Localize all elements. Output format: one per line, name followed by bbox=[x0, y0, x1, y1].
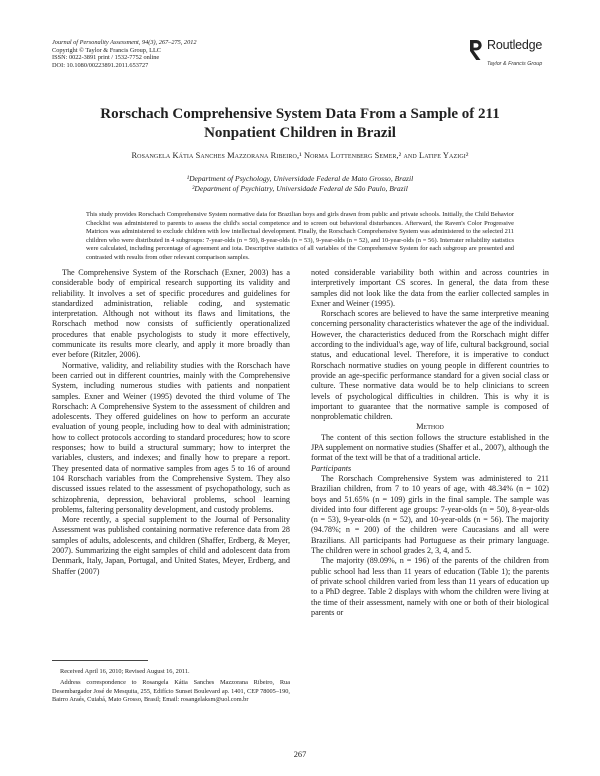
affiliation-2: ²Department of Psychiatry, Universidade Federal de São Paulo, Brazil bbox=[192, 184, 408, 193]
body-paragraph: More recently, a special supplement to the Journal of Personality Assessment was published containing normative reference data from 28 samples of adults, adolescents, and children (Shaffer, Erdberg, & Meyer, 2007). Summarizing the eight samples of child and adolescent data from Denmark, Italy, Japan, Portugal, and United States, Meyer, Erdberg, and Shaffer (2007) bbox=[52, 515, 290, 576]
body-paragraph: Normative, validity, and reliability studies with the Rorschach have been carried out in different countries, mainly with the Comprehensive System, including numerous studies with patients and nonpatient samples. Exner and Weiner (1995) devoted the third volume of The Rorschach: A Comprehensive System to the assessment of children and adolescents. They offered guidelines on how to perform an accurate evaluation of young people, including how to deal with administration; how to collect protocols according to standard procedures; how to score responses; how to build a structural summary; how to interpret the variables, clusters, and indexes; and finally how to prepare a report. They presented data of normative samples from ages 5 to 16 of around 104 Rorschach variables from the Comprehensive System. They also discussed issues related to the assessment of psychopathology, such as schizophrenia, depression, behavioral problems, school learning problems, faltering personality development, and custody problems. bbox=[52, 360, 290, 514]
routledge-r-icon bbox=[468, 38, 484, 62]
affiliations bbox=[60, 174, 540, 194]
affiliation-1: ¹Department of Psychology, Universidade Federal de Mato Grosso, Brazil bbox=[186, 174, 414, 183]
footnote-divider bbox=[52, 660, 148, 661]
journal-citation: Journal of Personality Assessment, 94(3), 267–275, 2012 bbox=[52, 39, 197, 46]
footnote bbox=[52, 668, 290, 707]
correspondence-address: Address correspondence to Rosangela Kátia Sanches Mazzorana Ribeiro, Rua Desembargador José de Mesquita, 255, Edifício Sunset Boulevard ap. 1401, CEP 78005–190, Bairro Araés, Cuiabá, Mato Grosso, Brasil; Email: rosangelaksm@uol.com.br bbox=[52, 679, 290, 703]
author-list: Rosangela Kátia Sanches Mazzorana Ribeiro,¹ Norma Lottenberg Semer,² and Latife Yazigi² bbox=[131, 151, 469, 160]
body-paragraph: The majority (89.09%, n = 196) of the parents of the children from public school had less than 11 years of education (Table 1); the parents of private school children varied from less than 11 years of education up to a PhD degree. Table 2 displays with whom the children were living at the time of their assessment, namely with one or both of their biological parents or bbox=[311, 556, 549, 617]
body-paragraph: The Rorschach Comprehensive System was administered to 211 Brazilian children, from 7 to 10 years of age, with 48.34% (n = 102) boys and 51.65% (n = 109) girls in the final sample. The sample was divided into four different age groups: 7-year-olds (n = 50), 8-year-olds (n = 53), 9-year-olds (n = 52), and 10-year-olds (n = 56). The majority (94.78%; n = 200) of the children were Caucasians and all were Brazilians. All participants had Portuguese as their primary language. The children were in school grades 2, 3, 4, and 5. bbox=[311, 473, 549, 556]
body-paragraph: The Comprehensive System of the Rorschach (Exner, 2003) has a considerable body of empirical research supporting its validity and reliability. It involves a set of specific procedures and guidelines for standardized administration, reliable coding, and systematic interpretation. Although not without its flaws and limitations, the Rorschach method now consists of sufficiently operationalized procedures that enable psychologists to study it more effectively, communicate its results more clearly, and apply it more broadly than ever before (Ritzler, 2006). bbox=[52, 268, 290, 360]
journal-metadata bbox=[52, 39, 312, 69]
title-line-2: Nonpatient Children in Brazil bbox=[204, 125, 396, 141]
right-column bbox=[311, 268, 549, 618]
doi-line: DOI: 10.1080/00223891.2011.653727 bbox=[52, 61, 149, 69]
participants-heading: Participants bbox=[311, 463, 352, 473]
title-line-1: Rorschach Comprehensive System Data From a Sample of 211 bbox=[100, 106, 500, 122]
method-heading: Method bbox=[416, 422, 444, 432]
left-column bbox=[52, 268, 290, 577]
body-paragraph: noted considerable variability both within and across countries in interpretively important CS scores. In general, the data from these samples did not look like the data from the earlier collected samples in Exner and Weiner (1995). bbox=[311, 268, 549, 308]
body-paragraph: Rorschach scores are believed to have the same interpretive meaning concerning personality characteristics whatever the age of the individual. However, the characteristics deduced from the Rorschach might differ according to the individual's age, way of life, cultural background, social status, and educational level. Therefore, it is imperative to conduct Rorschach normative studies on young people in different countries to provide an age-specific performance standard for a given social class or culture. These normative data would be to help clinicians to screen levels of psychological difficulties in children. This is why it is important to guarantee that the normative sample is composed of nonproblematic children. bbox=[311, 309, 549, 422]
copyright-line: Copyright © Taylor & Francis Group, LLC bbox=[52, 46, 161, 54]
publisher-group: Taylor & Francis Group bbox=[487, 61, 543, 67]
article-title bbox=[60, 105, 540, 143]
received-dates: Received April 16, 2010; Revised August 16, 2011. bbox=[60, 668, 190, 675]
abstract: This study provides Rorschach Comprehensive System normative data for Brazilian boys and girls drawn from public and private schools. Initially, the Child Behavior Checklist was administered to parents to assess the child's social competence and to screen out behavioral disturbances. Afterward, the Raven's Color Progressive Matrices was administered to exclude children with low intellectual development. Finally, the Rorschach Comprehensive System was administered to the selected 211 children who were distributed in 4 subgroups: 7-year-olds (n = 50), 8-year-olds (n = 53), 9-year-olds (n = 52), and 10-year-olds (n = 56). Interrater reliability statistics were calculated, including percentage of agreement and iota. Descriptive statistics of all variables of the Comprehensive System for each subgroup are presented and contrasted with results from other relevant comparison samples. bbox=[86, 211, 514, 261]
page-number: 267 bbox=[293, 750, 307, 759]
publisher-name: Routledge bbox=[487, 38, 543, 52]
publisher-logo bbox=[468, 38, 558, 67]
body-paragraph: The content of this section follows the structure established in the JPA supplement on normative studies (Shaffer et al., 2007), although the format of the text will be that of a traditional article. bbox=[311, 432, 549, 463]
issn-line: ISSN: 0022-3891 print / 1532-7752 online bbox=[52, 54, 160, 62]
